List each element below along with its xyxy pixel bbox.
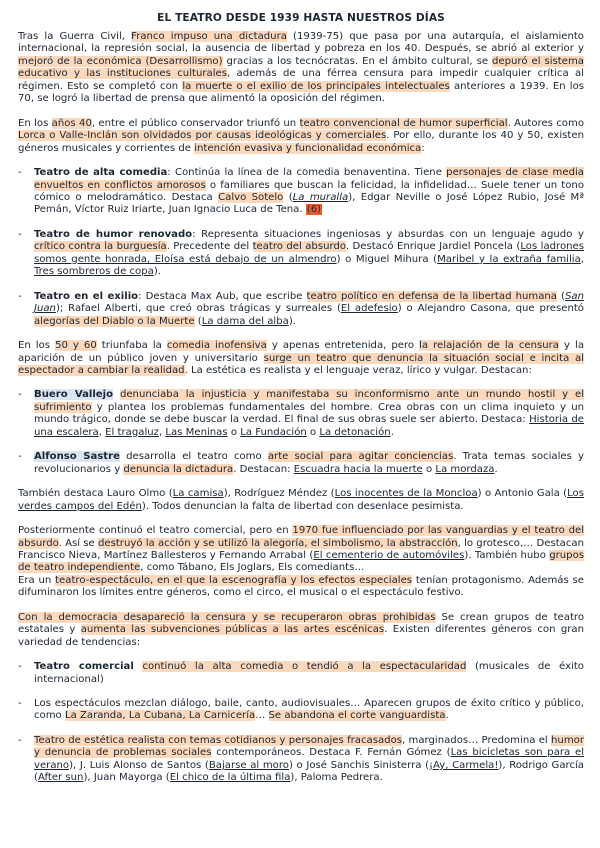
work-title: La Fundación — [240, 426, 307, 438]
list-item-espectaculos: - Los espectáculos mezclan diálogo, baile, canto, audiovisuales… Aparecen grupos de éxito crítico y público, como La Zaranda, La Cubana, La Carnicería… Se abandona el corte vanguardista. — [18, 698, 584, 723]
list-item-buero-vallejo: - Buero Vallejo denunciaba la injusticia y manifestaba su inconformismo ante un mundo hostil y el sufrimiento y plantea los problemas fundamentales del hombre. Crea obras con un clima inquieto y un mundo trágico, donde se debe buscar la verdad. El final de sus obras suele ser abierto. Destaca: Historia de una escalera, El tragaluz, Las Meninas o La Fundación o La detonación. — [18, 389, 584, 439]
list-item-alfonso-sastre: - Alfonso Sastre desarrolla el teatro como arte social para agitar conciencias. Trata temas sociales y revolucionarios y denuncia la dictadura. Destacan: Escuadra hacia la muerte o La mordaza. — [18, 451, 584, 476]
fifties-sixties-list — [18, 389, 584, 476]
forties-list — [18, 167, 584, 328]
work-title: San Juan — [34, 290, 584, 315]
term-label: Buero Vallejo — [34, 389, 114, 401]
democracy-list — [18, 661, 584, 785]
work-title: Tres sombreros de copa — [34, 266, 154, 278]
highlighted-text: intención evasiva y funcionalidad económica — [194, 142, 422, 154]
highlighted-text: surge un teatro que denuncia la situación social e incita al espectador a cambiar la realidad — [18, 352, 584, 376]
work-title: ¡Ay, Carmela! — [429, 759, 499, 771]
work-title: Escuadra hacia la muerte — [293, 463, 423, 475]
work-title: Maribel y la extraña familia — [437, 253, 581, 265]
list-item-teatro-comercial: - Teatro comercial continuó la alta comedia o tendió a la espectacularidad (musicales de éxito internacional) — [18, 661, 584, 686]
work-title: El adefesio — [340, 303, 398, 315]
term-label: Teatro comercial — [34, 661, 134, 673]
work-title: Bajarse al moro — [208, 759, 289, 771]
highlighted-text: la muerte o el exilio de los principales intelectuales — [182, 80, 450, 92]
forties-paragraph: En los años 40, entre el público conservador triunfó un teatro convencional de humor superficial. Autores como Lorca o Valle-Inclán son olvidados por causas ideológicas y comerciales. Por ello, durante los 40 y 50, existen géneros musicales y corrientes de intención evasiva y funcionalidad económica: — [18, 117, 584, 154]
list-item-exilio: - Teatro en el exilio: Destaca Max Aub, que escribe teatro político en defensa de la libertad humana (San Juan); Rafael Alberti, que creó obras trágicas y surreales (El adefesio) o Alejandro Casona, que presentó alegorías del Diablo o la Muerte (La dama del alba). — [18, 291, 584, 328]
highlighted-text: comedia inofensiva — [166, 340, 267, 352]
document-title: EL TEATRO DESDE 1939 HASTA NUESTROS DÍAS — [157, 12, 445, 24]
highlighted-text: arte social para agitar conciencias — [267, 451, 454, 463]
highlighted-text: aumenta las subvenciones públicas a las artes escénicas — [80, 624, 385, 636]
highlighted-text: denuncia la dictadura — [123, 463, 234, 475]
highlighted-text: Con la democracia desapareció la censura y se recuperaron obras prohibidas — [18, 611, 436, 623]
work-title: Los inocentes de la Moncloa — [334, 488, 478, 500]
highlighted-text: Teatro de estética realista con temas cotidianos y personajes fracasados — [34, 734, 402, 746]
work-title: La muralla — [292, 191, 349, 203]
work-title: El cementerio de automóviles — [313, 549, 465, 561]
highlighted-text: 1970 fue influenciado por las vanguardias y el teatro del absurdo — [18, 525, 584, 549]
term-label: Teatro en el exilio — [34, 290, 139, 302]
work-title: Las Meninas — [165, 426, 228, 438]
highlighted-text: Lorca o Valle-Inclán son olvidados por causas ideológicas y comerciales — [18, 130, 387, 142]
work-title: After sun — [37, 772, 84, 784]
work-title: Los ladrones somos gente honrada, Eloísa está debajo de un almendro — [34, 241, 585, 265]
work-title: Las bicicletas son para el verano — [34, 747, 584, 771]
highlighted-text: alegorías del Diablo o la Muerte — [34, 315, 195, 327]
highlighted-text: Calvo Sotelo — [218, 191, 284, 203]
highlighted-text: continuó la alta comedia o tendió a la espectacularidad — [142, 661, 467, 673]
work-title: La mordaza — [435, 463, 495, 475]
highlighted-text: destruyó la acción y se utilizó la alegoría, el simbolismo, la abstracción — [97, 537, 458, 549]
seventies-paragraph: Posteriormente continuó el teatro comercial, pero en 1970 fue influenciado por las vanguardias y el teatro del absurdo. Así se destruyó la acción y se utilizó la alegoría, el simbolismo, la abstracción, lo grotesco,… Destacan Francisco Nieva, Martínez Ballesteros y Fernando Arrabal (El cementerio de automóviles). También hubo grupos de teatro independiente, como Tábano, Els Joglars, Els comediants… Era un teatro-espectáculo, en el que la escenografía y los efectos especiales tenían protagonismo. Además se difuminaron los límites entre géneros, como el circo, el musical o el espectáculo festivo. — [18, 525, 585, 599]
highlighted-text: La Zaranda, La Cubana, La Carnicería — [64, 710, 256, 722]
list-item-humor-renovado: - Teatro de humor renovado: Representa situaciones ingeniosas y absurdas con un lenguaje agudo y crítico contra la burguesía. Precedente del teatro del absurdo. Destacó Enrique Jardiel Poncela (Los ladrones somos gente honrada, Eloísa está debajo de un almendro) o Miguel Mihura (Maribel y la extraña familia, Tres sombreros de copa). — [18, 229, 584, 279]
term-label: Teatro de alta comedia — [34, 167, 168, 179]
intro-paragraph: Tras la Guerra Civil, Franco impuso una dictadura (1939-75) que pasa por una autarquía, el aislamiento internacional, la represión social, la ausencia de libertad y pobreza en los 40. Después, se abrió al exterior y mejoró de la económica (Desarrollismo) gracias a los tecnócratas. En el ámbito cultural, se depuró el sistema educativo y las instituciones culturales, además de una férrea censura para impedir cualquier crítica al régimen. Esto se completó con la muerte o el exilio de los principales intelectuales anteriores a 1939. En los 70, se logró la libertad de prensa que alimentó la oposición del régimen. — [18, 31, 585, 105]
highlighted-text: años 40 — [51, 117, 92, 129]
highlighted-text: grupos de teatro independiente — [18, 549, 585, 574]
highlighted-text: teatro político en defensa de la libertad humana — [306, 290, 557, 302]
highlighted-text: humor y denuncia de problemas sociales — [34, 734, 584, 759]
work-title: La dama del alba — [201, 315, 289, 327]
work-title: Los verdes campos del Edén — [18, 488, 584, 512]
highlighted-text: teatro del absurdo — [252, 241, 346, 253]
highlighted-text: depuró el sistema educativo y las instituciones culturales — [18, 55, 584, 80]
list-item-alta-comedia: - Teatro de alta comedia: Continúa la línea de la comedia benaventina. Tiene personajes de clase media envueltos en conflictos amorosos o familiares que buscan la felicidad, la infidelidad… Suele tener un tono cómico o melodramático. Destaca Calvo Sotelo (La muralla), Edgar Neville o José López Rubio, José Mª Pemán, Víctor Ruiz Iriarte, Juan Ignacio Luca de Tena. (6) — [18, 167, 584, 217]
work-title: Historia de una escalera — [34, 414, 584, 438]
highlighted-text: mejoró de la económica (Desarrollismo) — [18, 55, 223, 67]
highlighted-text: teatro convencional de humor superficial — [299, 117, 508, 129]
other-authors-paragraph: También destaca Lauro Olmo (La camisa), Rodríguez Méndez (Los inocentes de la Moncloa) o Antonio Gala (Los verdes campos del Edén). Todos denuncian la falta de libertad con desenlace pesimista. — [18, 488, 584, 512]
term-label: Alfonso Sastre — [34, 451, 120, 463]
work-title: El tragaluz — [105, 426, 159, 438]
highlighted-text: crítico contra la burguesía — [34, 241, 167, 253]
highlighted-text: teatro-espectáculo, en el que la escenografía y los efectos especiales — [55, 574, 413, 586]
work-title: La camisa — [172, 488, 224, 500]
highlighted-text: personajes de clase media envueltos en conflictos amorosos — [34, 167, 584, 191]
note-marker: (6) — [306, 204, 322, 216]
list-item-estetica-realista: - Teatro de estética realista con temas cotidianos y personajes fracasados, marginados… Predomina el humor y denuncia de problemas sociales contemporáneos. Destaca F. Fernán Gómez (Las bicicletas son para el verano), J. Luis Alonso de Santos (Bajarse al moro) o José Sanchis Sinisterra (¡Ay, Carmela!), Rodrigo García (After sun), Juan Mayorga (El chico de la última fila), Paloma Pedrera. — [18, 735, 584, 785]
highlighted-text: la relajación de la censura — [419, 340, 559, 352]
term-label: Teatro de humor renovado — [34, 228, 193, 240]
highlighted-text: Se abandona el corte vanguardista — [268, 710, 446, 722]
highlighted-text: denunciaba la injusticia y manifestaba su inconformismo ante un mundo hostil y el sufrimiento — [34, 389, 584, 413]
work-title: El chico de la última fila — [169, 772, 291, 784]
work-title: La detonación — [319, 426, 391, 438]
democracy-paragraph: Con la democracia desapareció la censura y se recuperaron obras prohibidas Se crean grupos de teatro estatales y aumenta las subvenciones públicas a las artes escénicas. Existen diferentes géneros con gran variedad de tendencias: — [18, 611, 585, 648]
fifties-sixties-paragraph: En los 50 y 60 triunfaba la comedia inofensiva y apenas entretenida, pero la relajación de la censura y la aparición de un público joven y universitario surge un teatro que denuncia la situación social e incita al espectador a cambiar la realidad. La estética es realista y el lenguaje veraz, lírico y vulgar. Destacan: — [18, 340, 585, 376]
highlighted-text: 50 y 60 — [55, 340, 97, 352]
highlighted-text: Franco impuso una dictadura — [131, 31, 287, 42]
